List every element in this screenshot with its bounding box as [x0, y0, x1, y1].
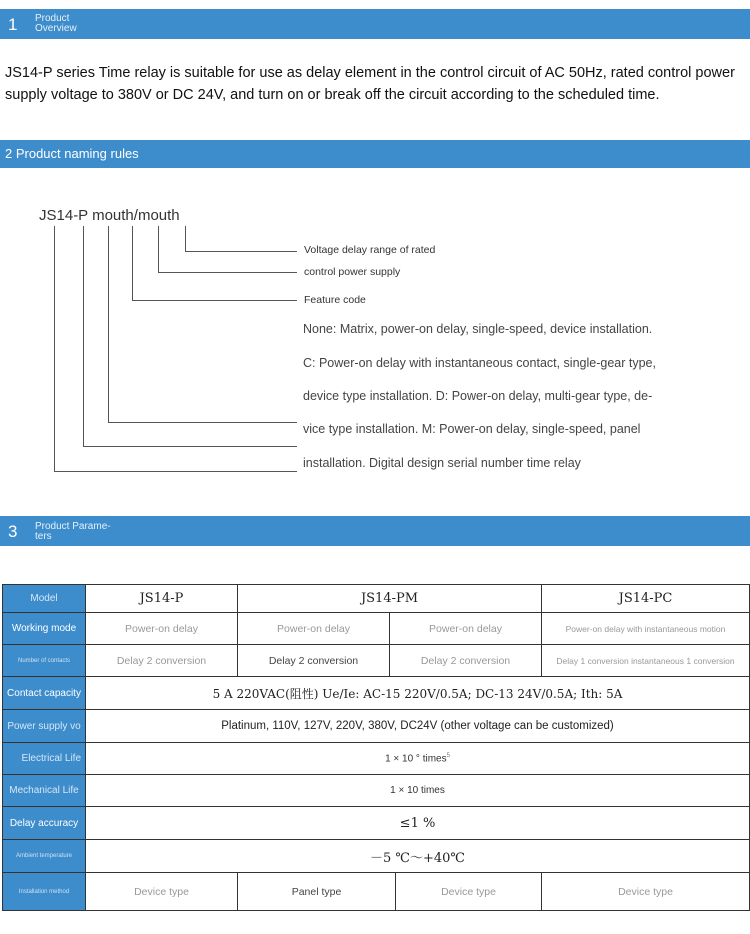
model-cell: JS14-PC — [542, 585, 750, 613]
section-1-title-line1: Product — [35, 13, 70, 24]
contacts-cell: Delay 2 conversion — [390, 645, 542, 677]
row-label-contact-capacity: Contact capacity — [3, 677, 86, 710]
legend-desc-3: device type installation. D: Power-on delay, multi-gear type, de- — [303, 389, 653, 403]
contacts-cell: Delay 2 conversion — [238, 645, 390, 677]
ambient-temperature-value: －5 ℃～+40℃ — [86, 840, 750, 873]
model-cell: JS14-P — [86, 585, 238, 613]
row-label-electrical-life: Electrical Life — [3, 743, 86, 775]
bracket-line-5v — [83, 226, 84, 447]
legend-feature-code: Feature code — [304, 294, 366, 306]
bracket-line-6h — [54, 471, 297, 472]
table-row-installation — [3, 873, 750, 911]
electrical-life-text: 1 × 10 ° times — [385, 753, 447, 765]
row-label-mechanical-life: Mechanical Life — [3, 775, 86, 807]
product-parameters-table — [2, 584, 750, 911]
legend-desc-2: C: Power-on delay with instantaneous contact, single-gear type, — [303, 356, 656, 370]
table-row-power-supply — [3, 710, 750, 743]
section-3-header — [0, 516, 750, 546]
section-3-number: 3 — [8, 522, 18, 541]
table-row-mechanical-life — [3, 775, 750, 807]
electrical-life-value — [86, 743, 750, 775]
row-label-ambient-temperature: Ambient temperature — [3, 840, 86, 873]
section-3-title-line1: Product Parame- — [35, 521, 111, 532]
installation-cell: Panel type — [238, 873, 396, 911]
bracket-line-6v — [54, 226, 55, 472]
table-row-delay-accuracy — [3, 807, 750, 840]
legend-voltage-delay: Voltage delay range of rated — [304, 244, 436, 256]
row-label-installation-method: Installation method — [3, 873, 86, 911]
section-3-title — [35, 522, 111, 542]
section-2-title: 2 Product naming rules — [5, 146, 139, 161]
section-3-title-line2: ters — [35, 531, 52, 542]
bracket-line-1h — [185, 251, 297, 252]
table-row-electrical-life — [3, 743, 750, 775]
bracket-line-2h — [158, 272, 297, 273]
working-mode-cell: Power-on delay — [238, 613, 390, 645]
table-row-model — [3, 585, 750, 613]
contacts-cell: Delay 1 conversion instantaneous 1 conversion — [542, 645, 750, 677]
section-1-title — [35, 14, 77, 34]
row-label-model: Model — [3, 585, 86, 613]
table-row-working-mode — [3, 613, 750, 645]
legend-desc-4: vice type installation. M: Power-on delay, single-speed, panel — [303, 422, 641, 436]
section-1-number: 1 — [8, 15, 18, 34]
bracket-line-3h — [132, 300, 297, 301]
legend-control-power: control power supply — [304, 266, 401, 278]
bracket-line-4h — [108, 422, 297, 423]
section-2-header — [0, 140, 750, 168]
model-cell: JS14-PM — [238, 585, 542, 613]
legend-desc-1: None: Matrix, power-on delay, single-speed, device installation. — [303, 322, 653, 336]
installation-cell: Device type — [542, 873, 750, 911]
working-mode-cell: Power-on delay — [86, 613, 238, 645]
contacts-cell: Delay 2 conversion — [86, 645, 238, 677]
bracket-line-1v — [185, 226, 186, 252]
table-row-ambient-temperature — [3, 840, 750, 873]
working-mode-cell: Power-on delay — [390, 613, 542, 645]
table-row-contacts — [3, 645, 750, 677]
bracket-line-5h — [83, 446, 297, 447]
product-overview-text: JS14-P series Time relay is suitable for use as delay element in the control circuit of AC 50Hz, rated control power supply voltage to 380V or DC 24V, and turn on or break off the circuit according to the scheduled time. — [5, 65, 735, 103]
row-label-working-mode: Working mode — [3, 613, 86, 645]
bracket-line-3v — [132, 226, 133, 301]
section-1-header — [0, 9, 750, 39]
legend-desc-5: installation. Digital design serial number time relay — [303, 456, 581, 470]
contact-capacity-value: 5 A 220VAC(阻性) Ue/Ie: AC-15 220V/0.5A; DC-13 24V/0.5A; Ith: 5A — [86, 677, 750, 710]
delay-accuracy-value: ≤1 % — [86, 807, 750, 840]
electrical-life-exponent: 5 — [446, 752, 450, 759]
working-mode-cell: Power-on delay with instantaneous motion — [542, 613, 750, 645]
row-label-power-supply: Power supply vo — [3, 710, 86, 743]
row-label-delay-accuracy: Delay accuracy — [3, 807, 86, 840]
installation-cell: Device type — [86, 873, 238, 911]
table-row-contact-capacity — [3, 677, 750, 710]
bracket-line-2v — [158, 226, 159, 273]
power-supply-value: Platinum, 110V, 127V, 220V, 380V, DC24V (other voltage can be customized) — [86, 710, 750, 743]
section-1-title-line2: Overview — [35, 23, 77, 34]
mechanical-life-value: 1 × 10 times — [86, 775, 750, 807]
installation-cell: Device type — [396, 873, 542, 911]
bracket-line-4v — [108, 226, 109, 423]
row-label-contacts: Number of contacts — [3, 645, 86, 677]
model-code: JS14-P mouth/mouth — [39, 207, 180, 224]
